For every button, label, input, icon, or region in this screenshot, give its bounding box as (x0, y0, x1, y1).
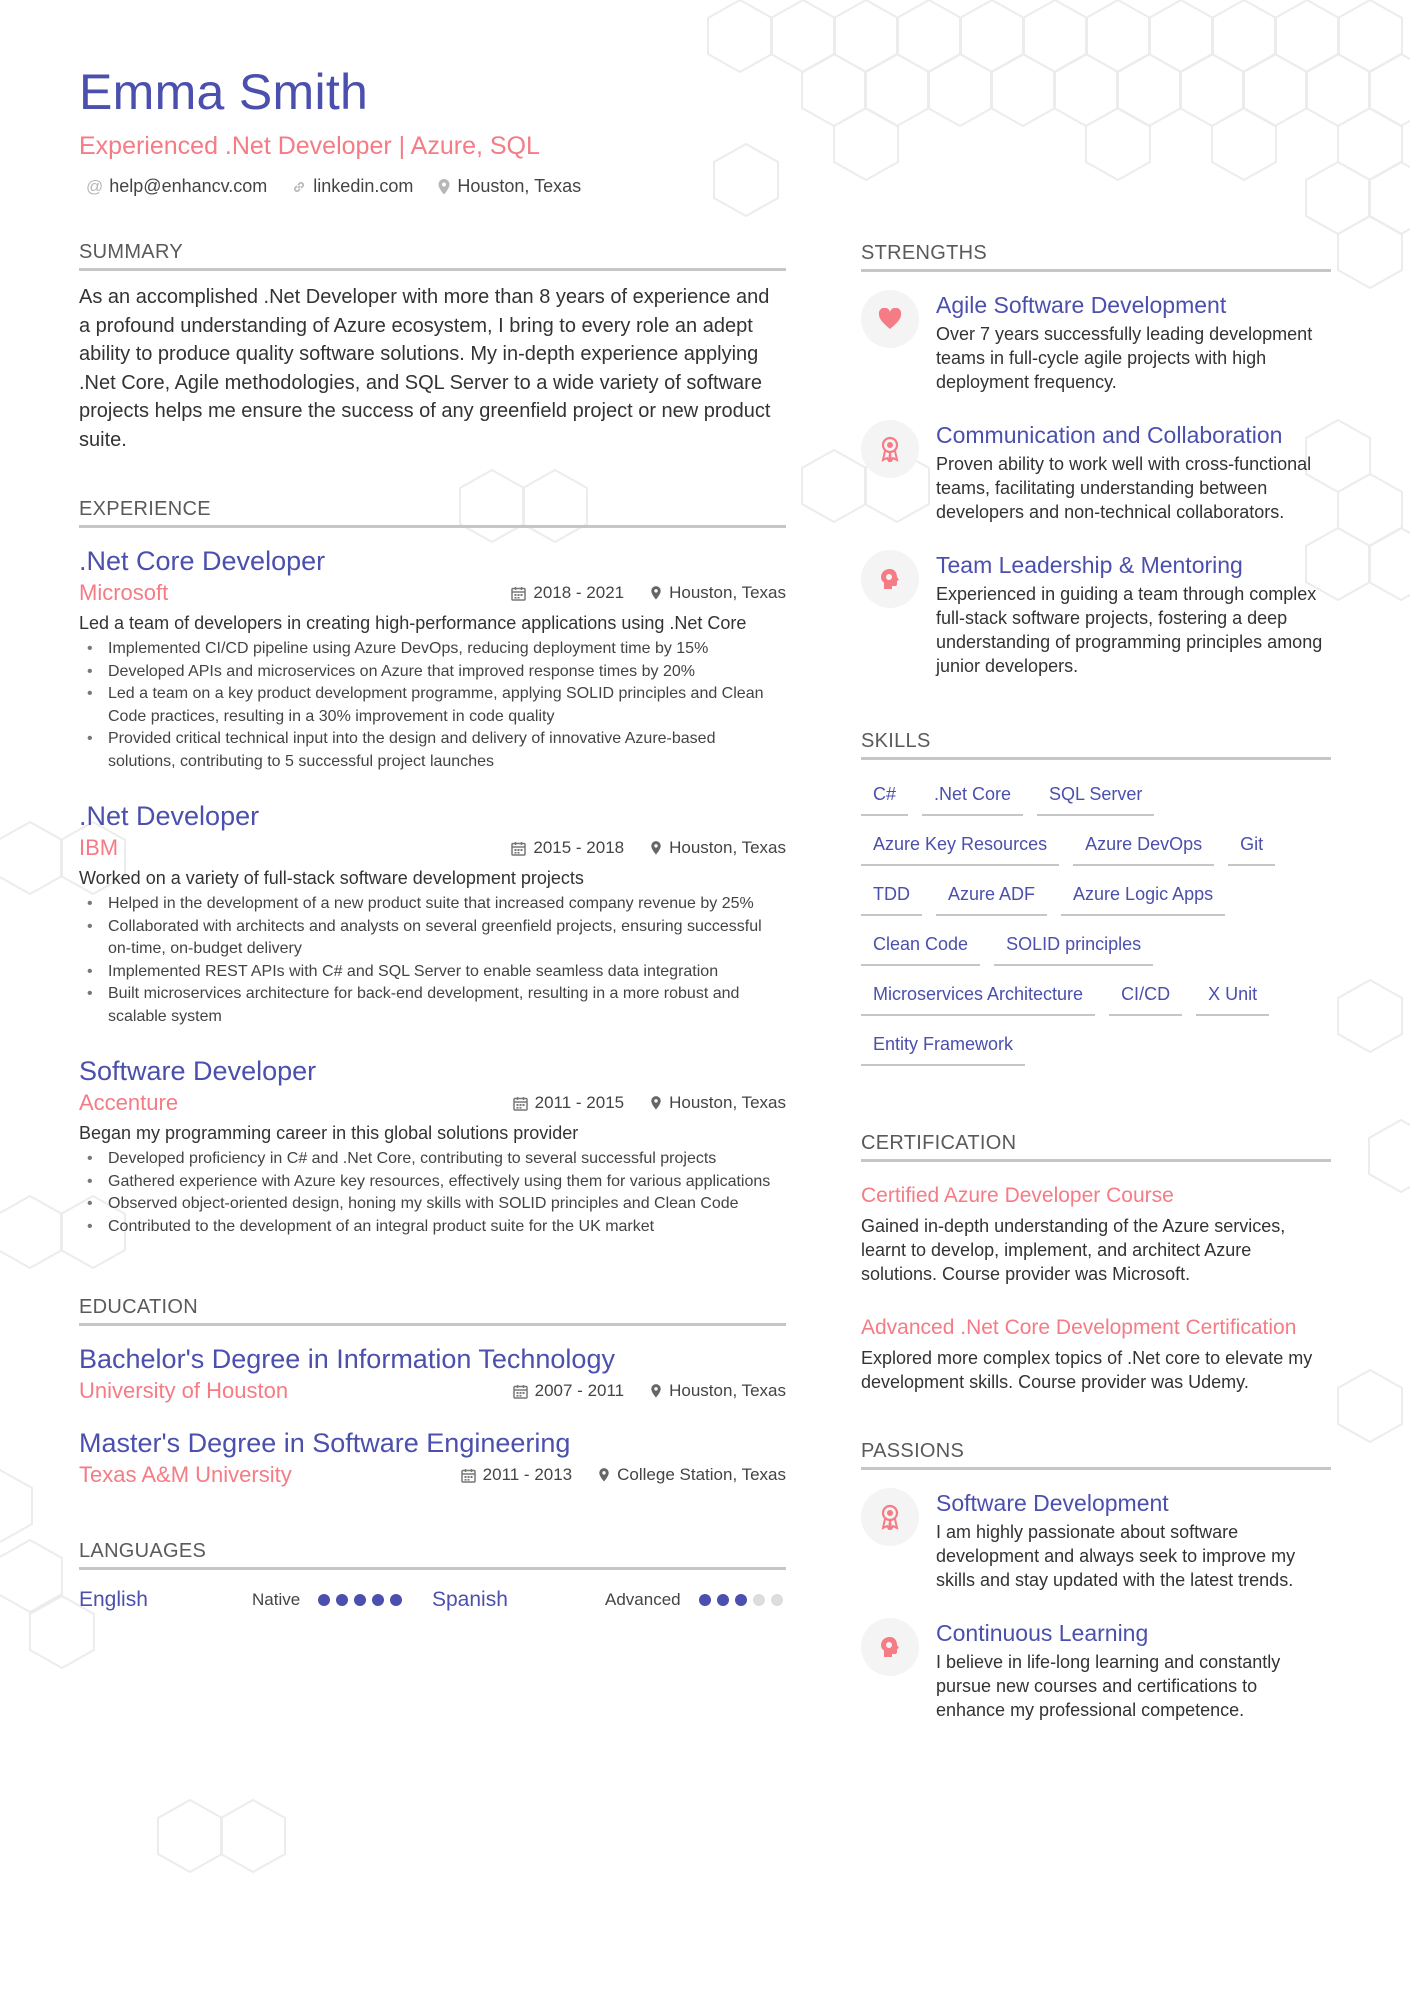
map-pin-icon (650, 1095, 662, 1111)
certification-section (861, 1132, 1331, 1394)
certification-entry (861, 1314, 1331, 1394)
rating-dot (771, 1594, 783, 1606)
rating-dot (735, 1594, 747, 1606)
contact-linkedin-text: linkedin.com (313, 176, 414, 196)
map-pin-icon (598, 1467, 610, 1483)
job-bullet: • Gathered experience with Azure key resources, effectively using them for various applications (108, 1171, 786, 1194)
map-pin-icon (437, 178, 451, 196)
map-pin-icon (650, 1383, 662, 1399)
passion-item (861, 1618, 1331, 1722)
edu-location-text: Houston, Texas (669, 1381, 786, 1400)
strength-item-title: Team Leadership & Mentoring (936, 552, 1243, 578)
passions-section (861, 1440, 1331, 1722)
job-location (650, 583, 786, 603)
experience-entry (79, 1054, 786, 1238)
contact-email-text: help@enhancv.com (109, 176, 268, 196)
calendar-icon (513, 1384, 528, 1399)
job-location-text: Houston, Texas (669, 583, 786, 602)
skill-tag: X Unit (1196, 982, 1269, 1016)
job-location (650, 838, 786, 858)
skill-tag: Entity Framework (861, 1032, 1025, 1066)
strength-item (861, 420, 1331, 524)
experience-title: EXPERIENCE (79, 498, 786, 528)
edu-location (650, 1381, 786, 1401)
skill-tag: .Net Core (922, 782, 1023, 816)
school-name: University of Houston (79, 1378, 289, 1403)
right-column (861, 242, 1331, 1722)
job-dates-text: 2015 - 2018 (533, 838, 625, 857)
passion-item-description: I am highly passionate about software development and always seek to improve my skills and stay updated with the latest trends. (936, 1522, 1296, 1590)
strength-item-body (936, 290, 1331, 394)
strengths-title: STRENGTHS (861, 242, 1331, 272)
school-row (79, 1378, 786, 1404)
languages-list (79, 1588, 786, 1612)
skill-tag: SOLID principles (994, 932, 1153, 966)
passion-item-body (936, 1618, 1331, 1722)
contact-bar (86, 176, 786, 197)
language-level: Native (252, 1590, 301, 1609)
job-bullets (79, 893, 786, 1028)
skill-tag: Azure Logic Apps (1061, 882, 1225, 916)
job-bullet: • Developed APIs and microservices on Azure that improved response times by 20% (108, 661, 786, 684)
edu-dates (461, 1465, 572, 1485)
education-list (79, 1342, 786, 1488)
skill-tag: TDD (861, 882, 922, 916)
certification-title: CERTIFICATION (861, 1132, 1331, 1162)
languages-section (79, 1540, 786, 1612)
strength-item-body (936, 420, 1331, 524)
company-name: Microsoft (79, 580, 169, 605)
certification-list (861, 1182, 1331, 1394)
contact-email[interactable] (86, 176, 267, 197)
passion-item-body (936, 1488, 1331, 1592)
job-description: Led a team of developers in creating high-performance applications using .Net Core (79, 613, 747, 633)
languages-title: LANGUAGES (79, 1540, 786, 1570)
at-sign-icon: @ (86, 176, 104, 196)
job-dates (513, 1093, 624, 1113)
strength-item-title: Agile Software Development (936, 292, 1227, 318)
job-title: .Net Core Developer (79, 546, 326, 576)
certification-title: Certified Azure Developer Course (861, 1184, 1174, 1207)
job-bullet: • Implemented REST APIs with C# and SQL Server to enable seamless data integration (108, 961, 786, 984)
map-pin-icon (650, 585, 662, 601)
left-column (79, 58, 786, 1612)
skill-tag: Azure ADF (936, 882, 1047, 916)
job-meta (511, 838, 786, 858)
strength-item-title: Communication and Collaboration (936, 422, 1283, 448)
passion-item-description: I believe in life-long learning and constantly pursue new courses and certifications to enhance my professional competence. (936, 1652, 1281, 1720)
brain-icon (861, 550, 919, 608)
job-bullet: • Implemented CI/CD pipeline using Azure DevOps, reducing deployment time by 15% (108, 638, 786, 661)
school-name: Texas A&M University (79, 1462, 292, 1487)
experience-entry (79, 544, 786, 773)
edu-dates (513, 1381, 624, 1401)
job-dates (511, 838, 624, 858)
job-dates-text: 2018 - 2021 (533, 583, 625, 602)
calendar-icon (511, 841, 526, 856)
edu-dates-text: 2007 - 2011 (534, 1381, 625, 1400)
strength-item-description: Proven ability to work well with cross-functional teams, facilitating understanding between developers and non-technical collaborators. (936, 454, 1312, 522)
rating-dot (336, 1594, 348, 1606)
rating-dot (354, 1594, 366, 1606)
job-meta (511, 583, 786, 603)
passion-item-title: Continuous Learning (936, 1620, 1149, 1646)
job-bullets (79, 1148, 786, 1238)
skill-tag: Git (1228, 832, 1275, 866)
skill-tag: Clean Code (861, 932, 980, 966)
company-name: Accenture (79, 1090, 179, 1115)
language-level: Advanced (605, 1590, 681, 1609)
summary-title: SUMMARY (79, 241, 786, 271)
candidate-headline: Experienced .Net Developer | Azure, SQL (79, 132, 540, 160)
passion-item-title: Software Development (936, 1490, 1169, 1516)
rating-dot (699, 1594, 711, 1606)
edu-meta (513, 1381, 786, 1401)
language-name: English (79, 1588, 148, 1611)
rating-dot (717, 1594, 729, 1606)
edu-location-text: College Station, Texas (617, 1465, 786, 1484)
rating-dot (318, 1594, 330, 1606)
company-row (79, 1090, 786, 1116)
edu-dates-text: 2011 - 2013 (482, 1465, 573, 1484)
degree-title: Bachelor's Degree in Information Technology (79, 1344, 615, 1374)
job-dates (511, 583, 624, 603)
strengths-list (861, 290, 1331, 678)
map-pin-icon (650, 840, 662, 856)
education-section (79, 1296, 786, 1488)
job-meta (513, 1093, 786, 1113)
job-bullets (79, 638, 786, 773)
school-row (79, 1462, 786, 1488)
experience-entry (79, 799, 786, 1028)
certification-description: Explored more complex topics of .Net core to elevate my development skills. Course provider was Udemy. (861, 1348, 1313, 1392)
job-title: .Net Developer (79, 801, 260, 831)
language-name: Spanish (432, 1588, 508, 1611)
skill-tag: Microservices Architecture (861, 982, 1095, 1016)
job-bullet: • Observed object-oriented design, honing my skills with SOLID principles and Clean Code (108, 1193, 786, 1216)
strength-item-description: Over 7 years successfully leading development teams in full-cycle agile projects with high deployment frequency. (936, 324, 1313, 392)
education-entry (79, 1342, 786, 1404)
passions-list (861, 1488, 1331, 1722)
skill-tag: C# (861, 782, 908, 816)
skill-tag: SQL Server (1037, 782, 1154, 816)
language-rating (699, 1594, 783, 1606)
skills-title: SKILLS (861, 730, 1331, 760)
language-entry (79, 1588, 432, 1612)
skill-tag: Azure DevOps (1073, 832, 1214, 866)
company-name: IBM (79, 835, 119, 860)
job-location-text: Houston, Texas (669, 1093, 786, 1112)
passions-title: PASSIONS (861, 1440, 1331, 1470)
job-bullet: • Helped in the development of a new product suite that increased company revenue by 25% (108, 893, 786, 916)
summary-text: As an accomplished .Net Developer with more than 8 years of experience and a profound understanding of Azure ecosystem, I bring to every role an adept ability to produce quality software solutions. My in-depth experience applying .Net Core, Agile methodologies, and SQL Server to a wide variety of software projects helps me ensure the success of any greenfield project or new product suite. (79, 286, 771, 451)
skill-tag: Azure Key Resources (861, 832, 1059, 866)
strength-item (861, 550, 1331, 678)
summary-section (79, 241, 786, 454)
experience-list (79, 544, 786, 1238)
heart-icon (861, 290, 919, 348)
rating-dot (372, 1594, 384, 1606)
skills-section (861, 730, 1331, 1066)
calendar-icon (511, 586, 526, 601)
job-bullet: • Collaborated with architects and analysts on several greenfield projects, ensuring successful on-time, on-budget delivery (108, 916, 786, 961)
job-bullet: • Built microservices architecture for back-end development, resulting in a more robust and scalable system (108, 983, 786, 1028)
link-icon (291, 179, 307, 195)
skill-tag: CI/CD (1109, 982, 1182, 1016)
certification-title: Advanced .Net Core Development Certification (861, 1316, 1297, 1339)
education-title: EDUCATION (79, 1296, 786, 1326)
calendar-icon (461, 1468, 476, 1483)
language-rating (318, 1594, 402, 1606)
brain-icon (861, 1618, 919, 1676)
education-entry (79, 1426, 786, 1488)
contact-location (437, 176, 581, 197)
experience-section (79, 498, 786, 1238)
job-bullet: • Contributed to the development of an integral product suite for the UK market (108, 1216, 786, 1239)
award-icon (861, 1488, 919, 1546)
edu-meta (461, 1465, 786, 1485)
skills-list (861, 782, 1321, 1066)
rating-dot (390, 1594, 402, 1606)
language-entry (432, 1588, 785, 1612)
passion-item (861, 1488, 1331, 1592)
strength-item (861, 290, 1331, 394)
job-description: Began my programming career in this global solutions provider (79, 1123, 579, 1143)
job-location (650, 1093, 786, 1113)
candidate-name: Emma Smith (79, 64, 369, 120)
contact-location-text: Houston, Texas (457, 176, 582, 196)
certification-description: Gained in-depth understanding of the Azure services, learnt to develop, implement, and architect Azure solutions. Course provider was Microsoft. (861, 1216, 1286, 1284)
job-bullet: • Provided critical technical input into the design and delivery of innovative Azure-based solutions, contributing to 5 successful project launches (108, 728, 786, 773)
job-location-text: Houston, Texas (669, 838, 786, 857)
job-title: Software Developer (79, 1056, 317, 1086)
strength-item-description: Experienced in guiding a team through complex full-stack software projects, fostering a deep understanding of programming principles among junior developers. (936, 584, 1323, 676)
degree-title: Master's Degree in Software Engineering (79, 1428, 571, 1458)
job-description: Worked on a variety of full-stack software development projects (79, 868, 584, 888)
job-bullet: • Led a team on a key product development programme, applying SOLID principles and Clean Code practices, resulting in a 30% improvement in code quality (108, 683, 786, 728)
job-dates-text: 2011 - 2015 (534, 1093, 625, 1112)
strengths-section (861, 242, 1331, 678)
job-bullet: • Developed proficiency in C# and .Net Core, contributing to several successful projects (108, 1148, 786, 1171)
strength-item-body (936, 550, 1331, 678)
company-row (79, 835, 786, 861)
calendar-icon (513, 1096, 528, 1111)
company-row (79, 580, 786, 606)
award-icon (861, 420, 919, 478)
rating-dot (753, 1594, 765, 1606)
certification-entry (861, 1182, 1331, 1286)
edu-location (598, 1465, 786, 1485)
contact-linkedin[interactable] (291, 176, 413, 197)
